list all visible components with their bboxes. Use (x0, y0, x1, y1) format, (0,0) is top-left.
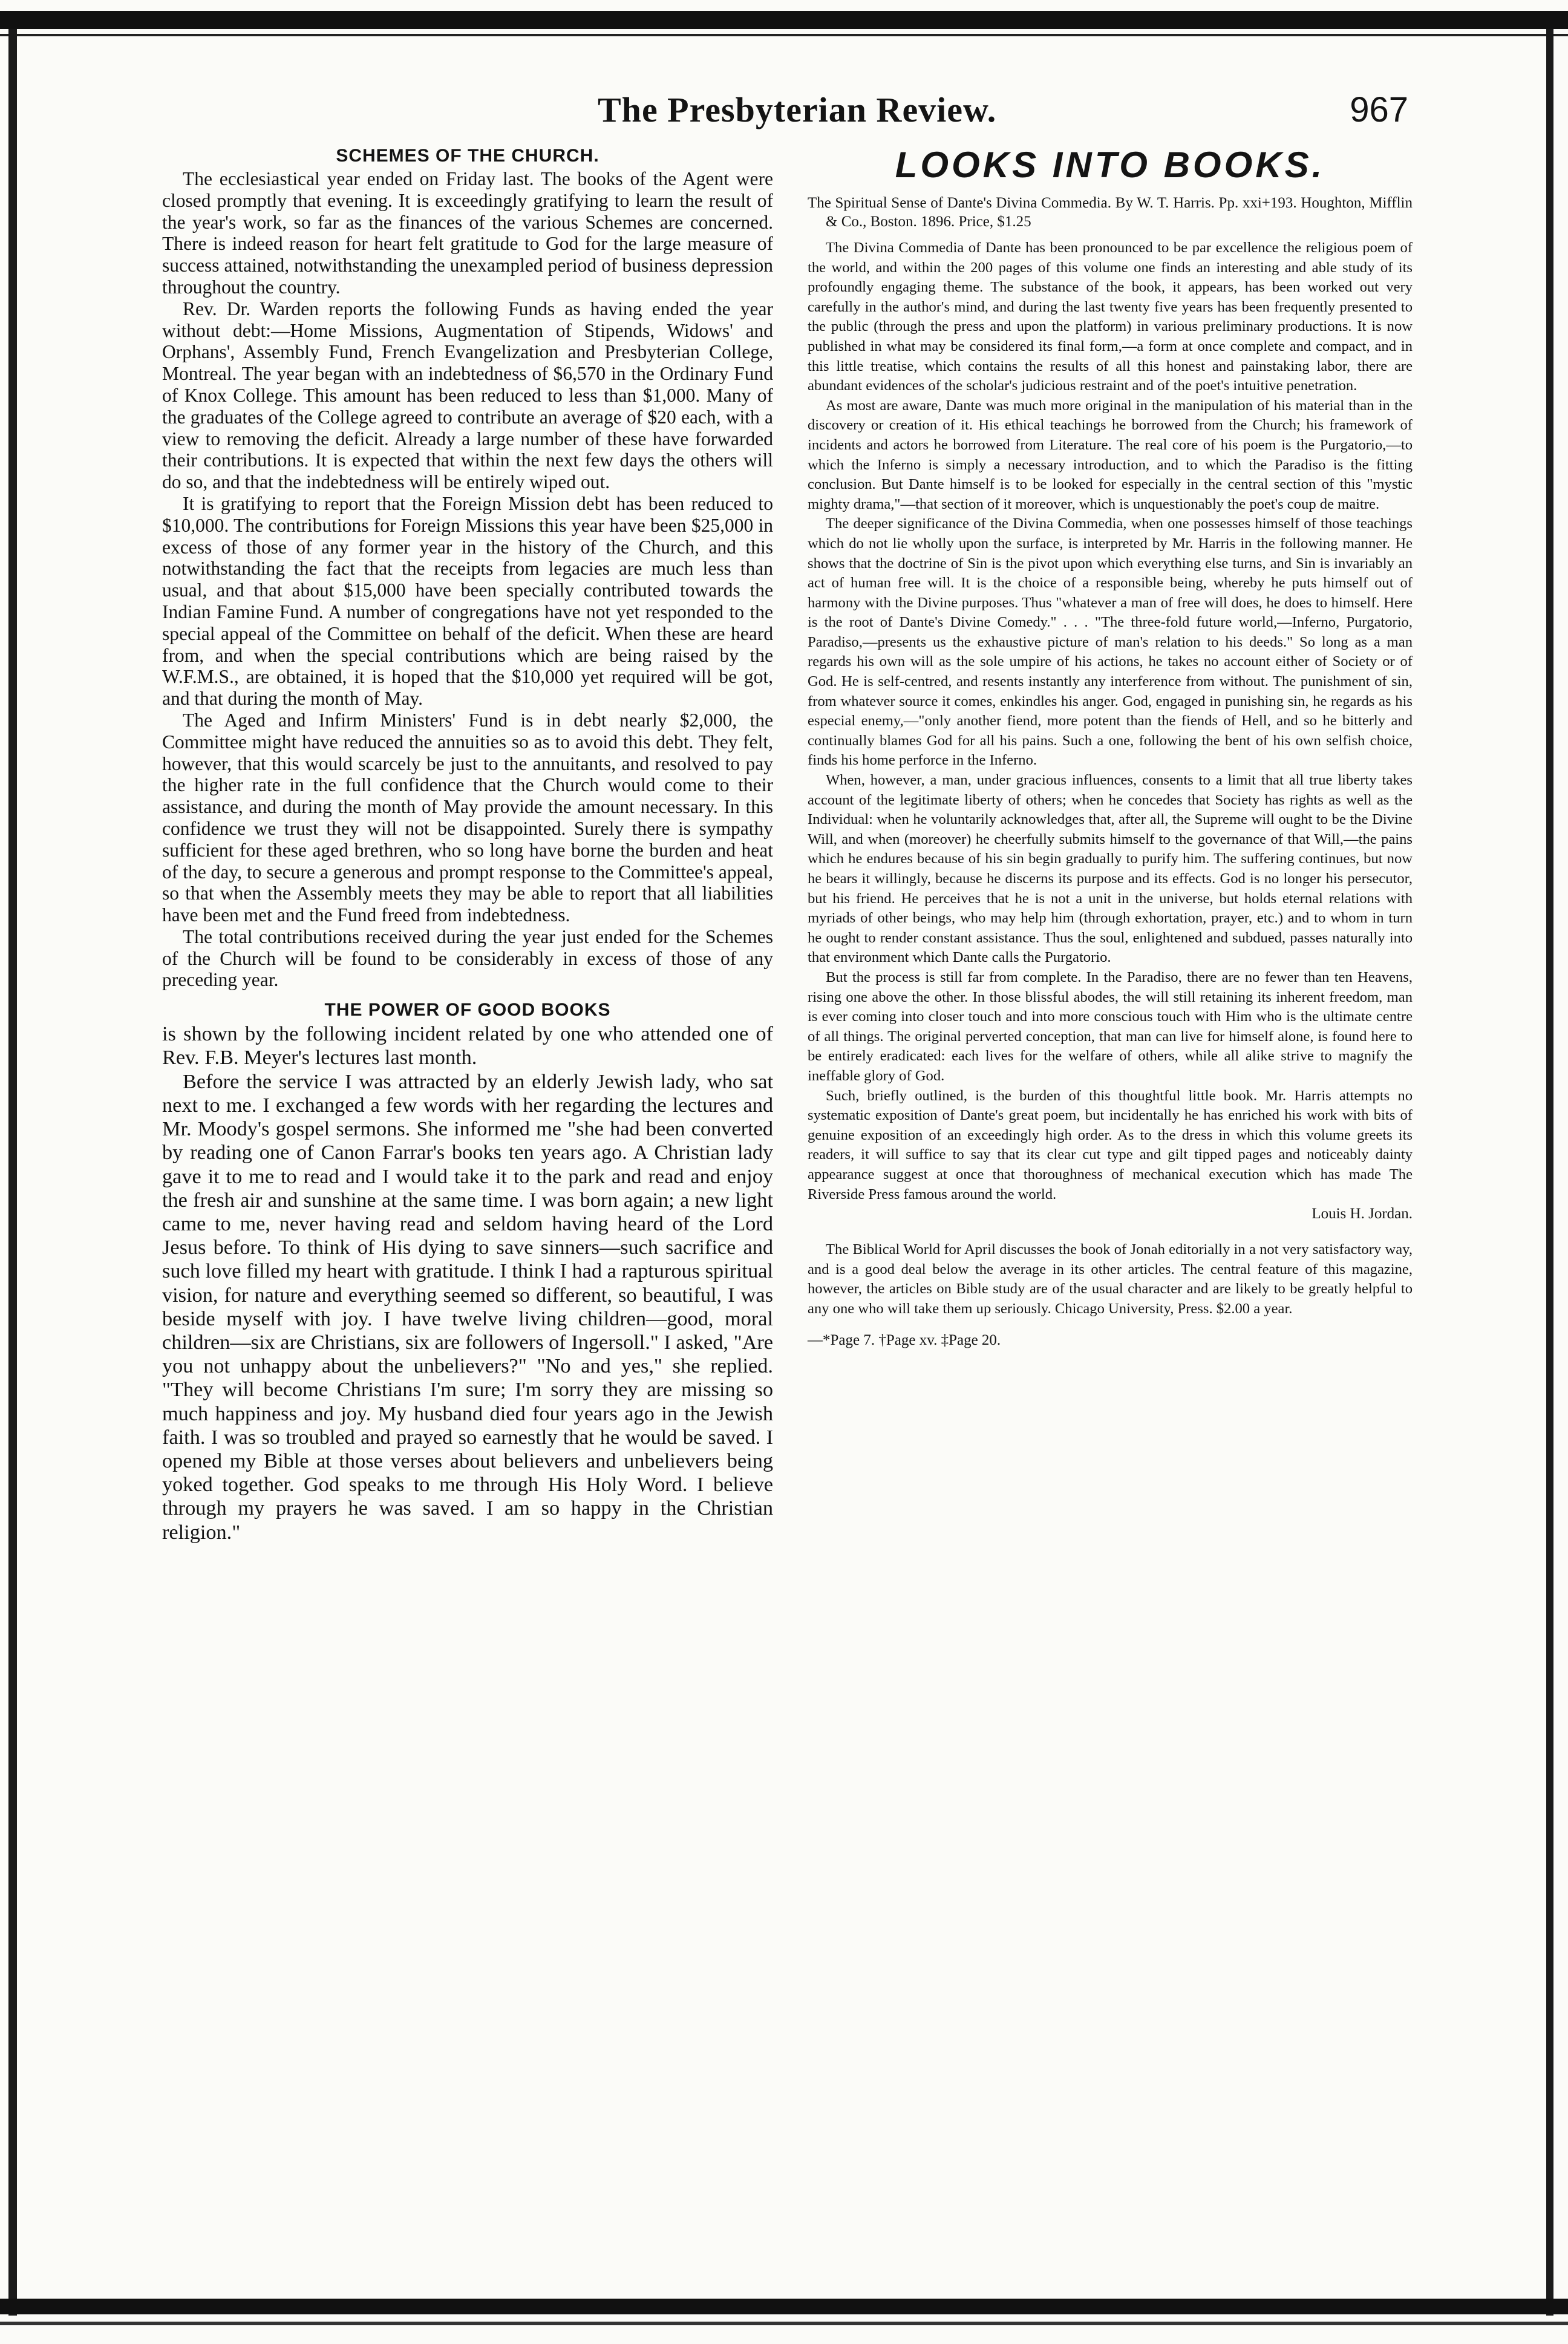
running-head (162, 90, 1420, 144)
scan-edge-bottom (0, 2299, 1568, 2314)
right-column (808, 145, 1413, 1350)
left-column (162, 145, 773, 1544)
scan-edge-bottom-rule (0, 2322, 1568, 2325)
book-entry: The Spiritual Sense of Dante's Divina Commedia. By W. T. Harris. Pp. xxi+193. Houghton, Mifflin & Co., Boston. 1896. Price, $1.25 (808, 195, 1413, 230)
review-paragraph: The Divina Commedia of Dante has been pronounced to be par excellence the religious poem of the world, and within the 200 pages of this volume one finds an interesting and able study of its profoundly engaging theme. The substance of the book, it appears, has been worked out very carefully in the author's mind, and during the last twenty five years has been frequently presented to the public (through the press and upon the platform) in various preliminary productions. It is now published in what may be considered its final form,—a form at once complete and compact, and in this little treatise, which contains the results of all this honest and painstaking labor, there are abundant evidences of the scholar's judicious restraint and of the poet's intuitive penetration. (808, 240, 1413, 394)
schemes-paragraph: The Aged and Infirm Ministers' Fund is in debt nearly $2,000, the Committee might have reduced the annuities so as to avoid this debt. They felt, however, that this would scarcely be just to the annuitants, and resolved to pay the higher rate in the full confidence that the Church would come to their assistance, and during the month of May provide the amount necessary. In this confidence we trust they will not be disappointed. Surely there is sympathy sufficient for these aged brethren, who so long have borne the burden and heat of the day, to secure a generous and prompt response to the Committee's appeal, so that when the Assembly meets they may be able to report that all liabilities have been met and the Fund freed from indebtedness. (162, 709, 773, 926)
good-books-story: Before the service I was attracted by an elderly Jewish lady, who sat next to me. I exchanged a few words with her regarding the lectures and Mr. Moody's gospel sermons. She informed me "she had been converted by reading one of Canon Farrar's books ten years ago. A Christian lady gave it to me to read and I would take it to the park and read and enjoy the fresh air and sunshine at the same time. I was born again; a new light came to me, never having read and seldom having heard of the Lord Jesus before. To think of His dying to save sinners—such sacrifice and such love filled my heart with gratitude. I think I had a rapturous spiritual vision, for nature and everything seemed so different, so beautiful, I was beside myself with joy. I have twelve living children—good, moral children—six are Christians, six are followers of Ingersoll." I asked, "Are you not unhappy about the unbelievers?" "No and yes," she replied. "They will become Christians I'm sure; I'm sorry they are missing so much happiness and joy. My husband died four years ago in the Jewish faith. I was so troubled and prayed so earnestly that he would be saved. I opened my Bible at those verses about believers and unbelievers being yoked together. God speaks to me through His Holy Word. I believe through my prayers he was saved. I am so happy in the Christian religion." (162, 1069, 773, 1544)
footnotes: —*Page 7. †Page xv. ‡Page 20. (808, 1332, 1001, 1349)
review-signature: Louis H. Jordan. (1312, 1206, 1413, 1223)
scan-edge-top-rule (0, 34, 1568, 36)
journal-title: The Presbyterian Review. (598, 90, 997, 129)
schemes-paragraph: The total contributions received during the year just ended for the Schemes of the Church will be found to be considerably in excess of those of any preceding year. (162, 926, 773, 991)
good-books-heading: THE POWER OF GOOD BOOKS (324, 1000, 611, 1020)
review-paragraph: The deeper significance of the Divina Commedia, when one possesses himself of those teachings which do not lie wholly upon the surface, is interpreted by Mr. Harris in the following manner. He shows that the doctrine of Sin is the pivot upon which everything else turns, and Sin is invariably an act of human free will. It is the choice of a responsible being, whereby he puts himself out of harmony with the Divine purposes. Thus "whatever a man of free will does, he does to himself. Here is the root of Dante's Divine Comedy." . . . "The three-fold future world,—Inferno, Purgatorio, Paradiso,—presents us the exhaustive picture of man's relation to his deeds." So long as a man regards his own will as the sole umpire of his actions, he takes no account either of Society or of God. He is self-centred, and resents instantly any interference from without. The punishment of sin, from whatever source it comes, enkindles his anger. God, engaged in punishing sin, he regards as his especial enemy,—"only another fiend, more potent than the fiends of Hell, and so he bitterly and continually blames God for all his pains. Such a one, following the bent of his own selfish choice, finds his home perforce in the Inferno. (808, 515, 1413, 769)
schemes-paragraph: The ecclesiastical year ended on Friday last. The books of the Agent were closed promptly that evening. It is exceedingly gratifying to learn the result of the year's work, so far as the finances of the various Schemes are concerned. There is indeed reason for heart felt gratitude to God for the large measure of success attained, notwithstanding the unexampled period of business depression throughout the country. (162, 168, 773, 298)
review-paragraph: When, however, a man, under gracious influences, consents to a limit that all true liberty takes account of the legitimate liberty of others; when he concedes that Society has rights as well as the Individual: when he voluntarily acknowledges that, after all, the Supreme will ought to be the Divine Will, and when (moreover) he cheerfully submits himself to the governance of that Will,—the pains which he endures because of his sin begin gradually to purify him. The suffering continues, but now he bears it willingly, because he discerns its purpose and its effects. God is no longer his persecutor, but his friend. He perceives that he is not a unit in the universe, but holds eternal relations with myriads of other beings, who may help him (through exhortation, prayer, etc.) and to whom in turn he ought to render constant assistance. Thus the soul, enlightened and subdued, passes naturally into that environment which Dante calls the Purgatorio. (808, 772, 1413, 966)
review-paragraph: Such, briefly outlined, is the burden of this thoughtful little book. Mr. Harris attempts no systematic exposition of Dante's great poem, but incidentally he has enriched his work with bits of genuine exposition of an exceedingly high order. As to the dress in which this volume greets its readers, it will suffice to say that its clear cut type and gilt tipped pages and noticeably dainty appearance suggest at once that thoroughness of mechanical execution which has made The Riverside Press famous around the world. (808, 1087, 1413, 1203)
schemes-paragraph: Rev. Dr. Warden reports the following Funds as having ended the year without debt:—Home Missions, Augmentation of Stipends, Widows' and Orphans', Assembly Fund, French Evangelization and Presbyterian College, Montreal. The year began with an indebtedness of $6,570 in the Ordinary Fund of Knox College. This amount has been reduced to less than $1,000. Many of the graduates of the College agreed to contribute an average of $20 each, with a view to removing the deficit. Already a large number of these have forwarded their contributions. It is expected that within the next few days the others will do so, and that the indebtedness will be entirely wiped out. (162, 298, 773, 493)
review-paragraph: As most are aware, Dante was much more original in the manipulation of his material than in the discovery or creation of it. His ethical teachings he borrowed from the Church; his framework of incidents and actors he borrowed from Literature. The real core of his poem is the Purgatorio,—to which the Inferno is simply a necessary introduction, and to which the Paradiso is the fitting conclusion. But Dante himself is to be looked for especially in the central section of this "mystic mighty drama,"—that section of it moreover, which is unquestionably the poet's coup de maitre. (808, 397, 1413, 512)
schemes-heading: SCHEMES OF THE CHURCH. (336, 146, 599, 166)
good-books-intro: is shown by the following incident related by one who attended one of Rev. F.B. Meyer's lectures last month. (162, 1022, 773, 1069)
biblical-world-notice: The Biblical World for April discusses the book of Jonah editorially in a not very satisfactory way, and is a good deal below the average in its other articles. The central feature of this magazine, however, the articles on Bible study are of the usual character and are likely to be greatly helpful to any one who will take them up seriously. Chicago University, Press. $2.00 a year. (808, 1241, 1413, 1317)
review-paragraph: But the process is still far from complete. In the Paradiso, there are no fewer than ten Heavens, rising one above the other. In those blissful abodes, the will still retaining its inherent freedom, man is ever coming into closer touch and into more conscious touch with Him who is the ultimate centre of all things. The original perverted conception, that man can live for himself alone, is found here to be entirely eradicated: each lives for the welfare of others, while all alike strive to magnify the ineffable glory of God. (808, 968, 1413, 1084)
scan-edge-top (0, 11, 1568, 29)
section-title: LOOKS INTO BOOKS. (895, 145, 1325, 185)
scan-edge-left (8, 29, 17, 2316)
schemes-paragraph: It is gratifying to report that the Foreign Mission debt has been reduced to $10,000. The contributions for Foreign Missions this year have been $25,000 in excess of those of any former year in the history of the Church, and this notwithstanding the fact that the receipts from legacies are much less than usual, and that about $15,000 have been specially contributed towards the Indian Famine Fund. A number of congregations have not yet responded to the special appeal of the Committee on behalf of the deficit. When these are heard from, and when the special contributions which are being raised by the W.F.M.S., are obtained, it is hoped that the $10,000 yet required will be got, and that during the month of May. (162, 492, 773, 710)
page-number: 967 (1350, 90, 1408, 129)
scan-edge-right (1546, 29, 1553, 2316)
